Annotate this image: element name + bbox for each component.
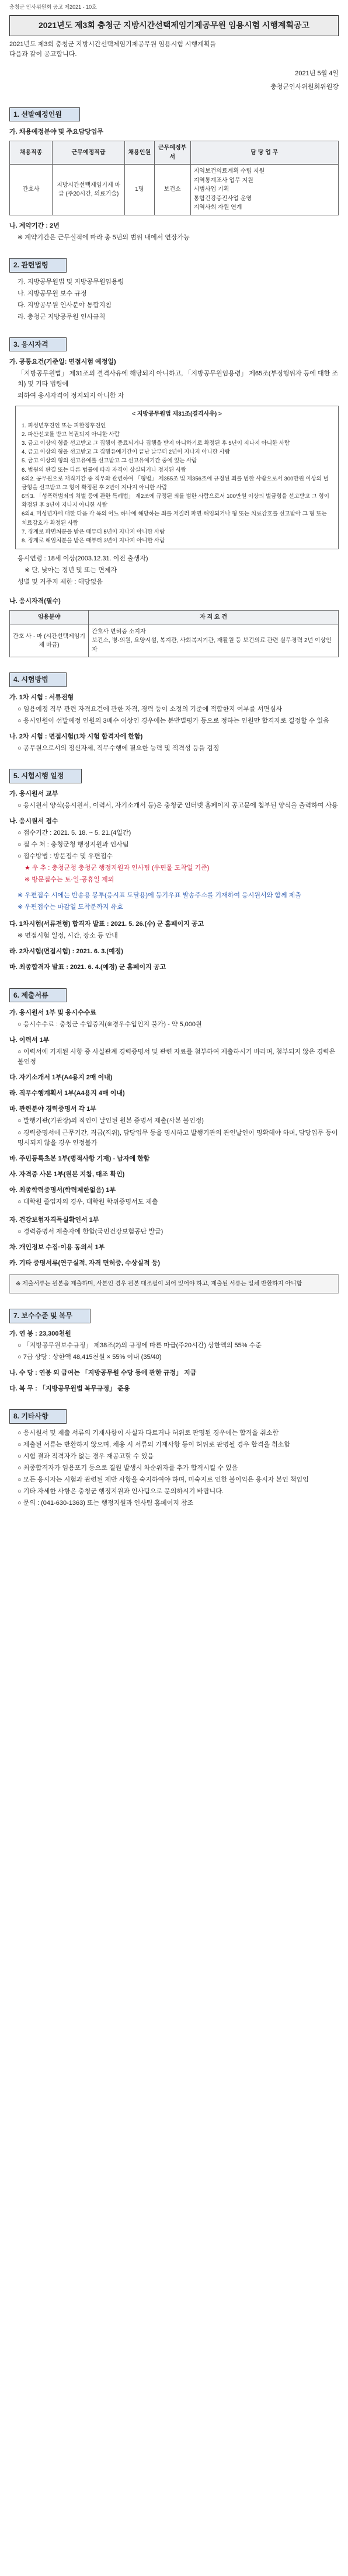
- body-text: ○ 접수방법 : 방문접수 및 우편접수: [18, 853, 113, 860]
- box-line: 6의4. 미성년자에 대한 다음 각 목의 어느 하나에 해당하는 죄를 저질러 파면·해임되거나 형 또는 치료감호를 선고받아 그 형 또는 치료감호가 확정된 사람: [22, 511, 327, 527]
- body-text: ○ 응시원서 양식(응시원서, 이력서, 자기소개서 등)은 충청군 인터넷 홈페이지 공고문에 첨부된 양식을 출력하여 사용: [18, 801, 338, 809]
- gender-condition: 성별 및 거주지 제한 : 해당없음: [18, 578, 103, 586]
- section-documents: [9, 988, 339, 1294]
- subheading: 나. 응시자격(필수): [9, 598, 61, 605]
- other-item: ○ 모든 응시자는 시험과 관련된 제반 사항을 숙지하여야 하며, 미숙지로 인한 불이익은 응시자 본인 책임임: [18, 1476, 309, 1484]
- section-title: 7. 보수수준 및 복무: [9, 1309, 91, 1323]
- list-item: 나. 지방공무원 보수 규정: [18, 290, 87, 297]
- section-title: 2. 관련법령: [9, 258, 67, 273]
- box-line: 7. 징계로 파면처분을 받은 때부터 5년이 지나지 아니한 사람: [22, 528, 165, 535]
- other-item: ○ 응시원서 및 제출 서류의 기재사항이 사실과 다르거나 허위로 판명된 경우에는 합격을 취소함: [18, 1429, 279, 1437]
- note-text: ※ 단, 낮아는 정년 및 또는 면제자: [25, 567, 117, 574]
- section-other: [9, 1409, 339, 1508]
- table-row: [10, 625, 339, 657]
- box-line: 8. 징계로 해임처분을 받은 때부터 3년이 지나지 아니한 사람: [22, 538, 165, 545]
- qualification-table: [9, 610, 339, 657]
- body-text: ○ 공무원으로서의 정신자세, 직무수행에 필요한 능력 및 적격성 등을 검정: [18, 745, 220, 752]
- note-text: ※ 계약기간은 근무실적에 따라 총 5년의 범위 내에서 연장가능: [18, 234, 190, 241]
- subheading: 나. 계약기간 : 2년: [9, 222, 60, 229]
- subheading: 가. 채용예정분야 및 주요담당업무: [9, 128, 103, 136]
- documents-notice: ※ 제출서류는 원본을 제출하며, 사본인 경우 원본 대조필이 되어 있어야 하고, 제출된 서류는 일체 반환하지 아니함: [9, 1274, 339, 1294]
- subheading: 마. 최종합격자 발표 : 2021. 6. 4.(예정) 군 홈페이지 공고: [9, 964, 166, 971]
- other-item: ○ 기타 자세한 사항은 충청군 행정지원과 인사팀으로 문의하시기 바랍니다.: [18, 1488, 224, 1496]
- doc-item: 카. 기타 증명서류(연구실적, 자격 면허증, 수상실적 등): [9, 1259, 160, 1267]
- section-title: 6. 제출서류: [9, 988, 67, 1003]
- section-laws: [9, 258, 339, 322]
- salary-line: 다. 복 무 : 「지방공무원법 복무규정」 준용: [9, 1385, 130, 1393]
- doc-detail: ○ 이력서에 기재된 사항 중 사실관계 경력증명서 및 관련 자료를 첨부하여 제출하시기 바라며, 첨부되지 않은 경력은 불인정: [18, 1048, 336, 1066]
- other-item: ○ 제출된 서류는 반환하지 않으며, 채용 시 서류의 기재사항 등이 허위로 판명될 경우 합격을 취소함: [18, 1441, 290, 1448]
- table-header: 근무예정부서: [154, 141, 190, 165]
- notice-date: 2021년 5월 4일: [295, 69, 339, 77]
- blue-notice: ※ 우편접수 시에는 반송용 봉투(응시표 도달용)에 등기우표 발송주소를 기재하여 응시원서와 함께 제출: [18, 892, 301, 900]
- other-item: ○ 시험 결과 적격자가 없는 경우 재공고할 수 있음: [18, 1453, 154, 1460]
- body-text: ○ 임용예정 직무 관련 자격요건에 관한 자격, 경력 등이 소정의 기준에 적합한지 여부를 서면심사: [18, 706, 283, 713]
- salary-line: 가. 연 봉 : 23,300천원: [9, 1330, 71, 1338]
- table-header: 채용인원: [125, 141, 155, 165]
- body-text: 의하여 응시자격이 정지되지 아니한 자: [18, 392, 124, 399]
- red-notice: ★ 우 추 : 충청군청 충청군 행정지원과 인사팀 (우편물 도착일 기준): [25, 865, 210, 872]
- list-item: 다. 지방공무원 인사분야 통합지침: [18, 301, 112, 309]
- blue-notice: ※ 우편접수는 마감일 도착분까지 유효: [18, 904, 123, 911]
- notice-page: [9, 0, 339, 1508]
- box-title: < 지방공무원법 제31조(결격사유) >: [132, 410, 222, 417]
- table-header: 임용분야: [10, 611, 89, 625]
- doc-item: 가. 응시원서 1부 및 응시수수료: [9, 1009, 96, 1017]
- cell-job: 간호사: [10, 165, 53, 215]
- section-title: 8. 기타사항: [9, 1409, 67, 1424]
- doc-item: 라. 직무수행계획서 1부(A4용지 4매 이내): [9, 1090, 125, 1097]
- age-condition: 응시연령 : 18세 이상(2003.12.31. 이전 출생자): [18, 555, 148, 563]
- table-header: 자 격 요 건: [89, 611, 339, 625]
- cell-duties: 지역보건의료계획 수립 지원 지역통계조사 업무 지원 시범사업 기획 통합건강증진사업 운영 지역사회 자원 연계: [190, 165, 338, 215]
- doc-detail: ○ 경력증명서에 근무기간, 직급(직위), 담당업무 등을 명시하고 발행기관의 관인날인이 명확해야 하며, 담당업무 등이 명시되지 않을 경우 인정불가: [18, 1129, 338, 1146]
- table-header: 채용직종: [10, 141, 53, 165]
- box-line: 1. 피성년후견인 또는 피한정후견인: [22, 422, 106, 429]
- recruitment-table: [9, 141, 339, 215]
- salary-line: 나. 수 당 : 연봉 외 급여는 「지방공무원 수당 등에 관한 규정」 지급: [9, 1369, 197, 1377]
- cell-count: 1명: [125, 165, 155, 215]
- table-header-row: [10, 141, 339, 165]
- red-notice: ※ 방문접수는 토·일·공휴일 제외: [25, 876, 114, 884]
- box-line: 3. 금고 이상의 형을 선고받고 그 집행이 종료되거나 집행을 받지 아니하기로 확정된 후 5년이 지나지 아니한 사람: [22, 440, 290, 447]
- doc-detail: ○ 경력증명서 제출자에 한함(국민건강보험공단 발급): [18, 1228, 163, 1235]
- section-salary: [9, 1309, 339, 1394]
- section-title: 3. 응시자격: [9, 337, 67, 352]
- section-title: 1. 선발예정인원: [9, 107, 80, 122]
- subheading: 나. 응시원서 접수: [9, 817, 58, 825]
- list-item: 가. 지방공무원법 및 지방공무원임용령: [18, 278, 124, 285]
- table-header: 담 당 업 무: [190, 141, 338, 165]
- doc-item: 바. 주민등록초본 1부(병적사항 기재) - 남자에 한함: [9, 1155, 150, 1162]
- note-text: ※ 면접시험 일정, 시간, 장소 등 안내: [18, 932, 118, 940]
- box-line: 5. 금고 이상의 형의 선고유예를 선고받고 그 선고유예기간 중에 있는 사람: [22, 458, 197, 465]
- box-line: 2. 파산선고를 받고 복권되지 아니한 사람: [22, 431, 120, 438]
- cell-rank: 지방시간선택제임기제 마급 (주20시간, 의료기술): [53, 165, 125, 215]
- body-text: 「지방공무원법」 제31조의 결격사유에 해당되지 아니하고, 「지방공무원임용령」 제65조(부정행위자 등에 대한 조치) 및 기타 법령에: [18, 370, 338, 388]
- intro-text: 2021년도 제3회 충청군 지방시간선택제임기제공무원 임용시험 시행계획을 다음과 같이 공고합니다.: [9, 40, 217, 58]
- other-item: ○ 최종합격자가 임용포기 등으로 결원 발생시 차순위자를 추가 합격시킬 수 있음: [18, 1465, 238, 1472]
- doc-item: 마. 관련분야 경력증명서 각 1부: [9, 1106, 96, 1113]
- body-text: ○ 접수기간 : 2021. 5. 18. ~ 5. 21.(4일간): [18, 829, 131, 836]
- doc-item: 다. 자기소개서 1부(A4용지 2매 이내): [9, 1074, 113, 1082]
- subheading: 다. 1차시험(서류전형) 합격자 발표 : 2021. 5. 26.(수) 군 홈페이지 공고: [9, 921, 204, 928]
- section-eligibility: [9, 337, 339, 658]
- doc-item: 나. 이력서 1부: [9, 1037, 50, 1044]
- doc-detail: ○ 대학원 졸업자의 경우, 대학원 학위증명서도 제출: [18, 1198, 158, 1205]
- cell-dept: 보건소: [154, 165, 190, 215]
- subheading: 가. 응시원서 교부: [9, 790, 58, 797]
- body-text: ○ 접 수 처 : 충청군청 행정지원과 인사팀: [18, 841, 129, 849]
- cell-field: 간호 사 · 마 (시간선택제임기제 마급): [10, 625, 89, 657]
- subheading: 라. 2차시험(면접시험) : 2021. 6. 3.(예정): [9, 948, 123, 956]
- salary-detail: ○ 「지방공무원보수규정」 제38조(2)의 규정에 따른 마급(주20시간) 상한액의 55% 수준: [18, 1342, 262, 1350]
- notice-title: 2021년도 제3회 충청군 지방시간선택제임기제공무원 임용시험 시행계획공고: [9, 15, 339, 36]
- doc-item: 자. 건강보험자격득실확인서 1부: [9, 1216, 99, 1223]
- box-line: 6. 법원의 판결 또는 다른 법률에 따라 자격이 상실되거나 정지된 사람: [22, 466, 187, 473]
- section-title: 5. 시험시행 일정: [9, 769, 82, 783]
- doc-detail: ○ 발행기관(기관장)의 직인이 날인된 원본 증명서 제출(사본 불인정): [18, 1117, 204, 1125]
- doc-item: 차. 개인정보 수집·이용 동의서 1부: [9, 1243, 105, 1251]
- subheading: 가. 1차 시험 : 서류전형: [9, 694, 74, 702]
- subheading: 나. 2차 시험 : 면접시험(1차 시험 합격자에 한함): [9, 733, 143, 741]
- cell-requirements: 간호사 면허증 소지자 보건소, 병·의원, 요양시설, 복지관, 사회복지기관, 재활원 등 보건의료 관련 실무경력 2년 이상인 자: [89, 625, 339, 657]
- table-header-row: [10, 611, 339, 625]
- box-line: 6의3. 「성폭력범죄의 처벌 등에 관한 특례법」 제2조에 규정된 죄를 범한 사람으로서 100만원 이상의 벌금형을 선고받고 그 형이 확정된 후 3년이 지나지 아니한 사람: [22, 493, 329, 509]
- section-exam-method: [9, 672, 339, 754]
- salary-detail: ○ 7급 상당 : 상한액 48,415천원 × 55% 이내 (35/40): [18, 1354, 162, 1361]
- doc-item: 사. 자격증 사본 1부(원본 지참, 대조 확인): [9, 1170, 125, 1178]
- box-line: 4. 금고 이상의 형을 선고받고 그 집행유예기간이 끝난 날부터 2년이 지나지 아니한 사람: [22, 449, 230, 456]
- other-item: ○ 문의 : (041-630-1363) 또는 행정지원과 인사팀 홈페이지 참조: [18, 1500, 194, 1507]
- box-line: 6의2. 공무원으로 재직기간 중 직무와 관련하여 「형법」 제355조 및 제356조에 규정된 죄를 범한 사람으로서 300만원 이상의 벌금형을 선고받고 그 형이 확정된 후 2년이 지나지 아니한 사람: [22, 475, 329, 491]
- disqualification-box: [15, 406, 339, 550]
- list-item: 라. 충청군 지방공무원 인사규칙: [18, 313, 106, 320]
- table-header: 근무예정직급: [53, 141, 125, 165]
- section-schedule: [9, 769, 339, 972]
- notice-number: 충청군 인사위원회 공고 제2021 - 10호: [9, 4, 97, 10]
- issuing-org: 충청군인사위원회위원장: [270, 83, 339, 90]
- subheading: 가. 공통요건(기준일: 면접시험 예정일): [9, 358, 116, 366]
- body-text: ○ 응시인원이 선발예정 인원의 3배수 이상인 경우에는 분반별평가 등으로 정하는 인원만 합격자로 결정할 수 있음: [18, 717, 329, 725]
- doc-item: 아. 최종학력증명서(학력제한없음) 1부: [9, 1186, 116, 1194]
- section-title: 4. 시험방법: [9, 672, 67, 687]
- section-recruitment: [9, 107, 339, 243]
- table-row: [10, 165, 339, 215]
- doc-detail: ○ 응시수수료 : 충청군 수입증지(※경우수입인지 불가) - 약 5,000원: [18, 1021, 202, 1029]
